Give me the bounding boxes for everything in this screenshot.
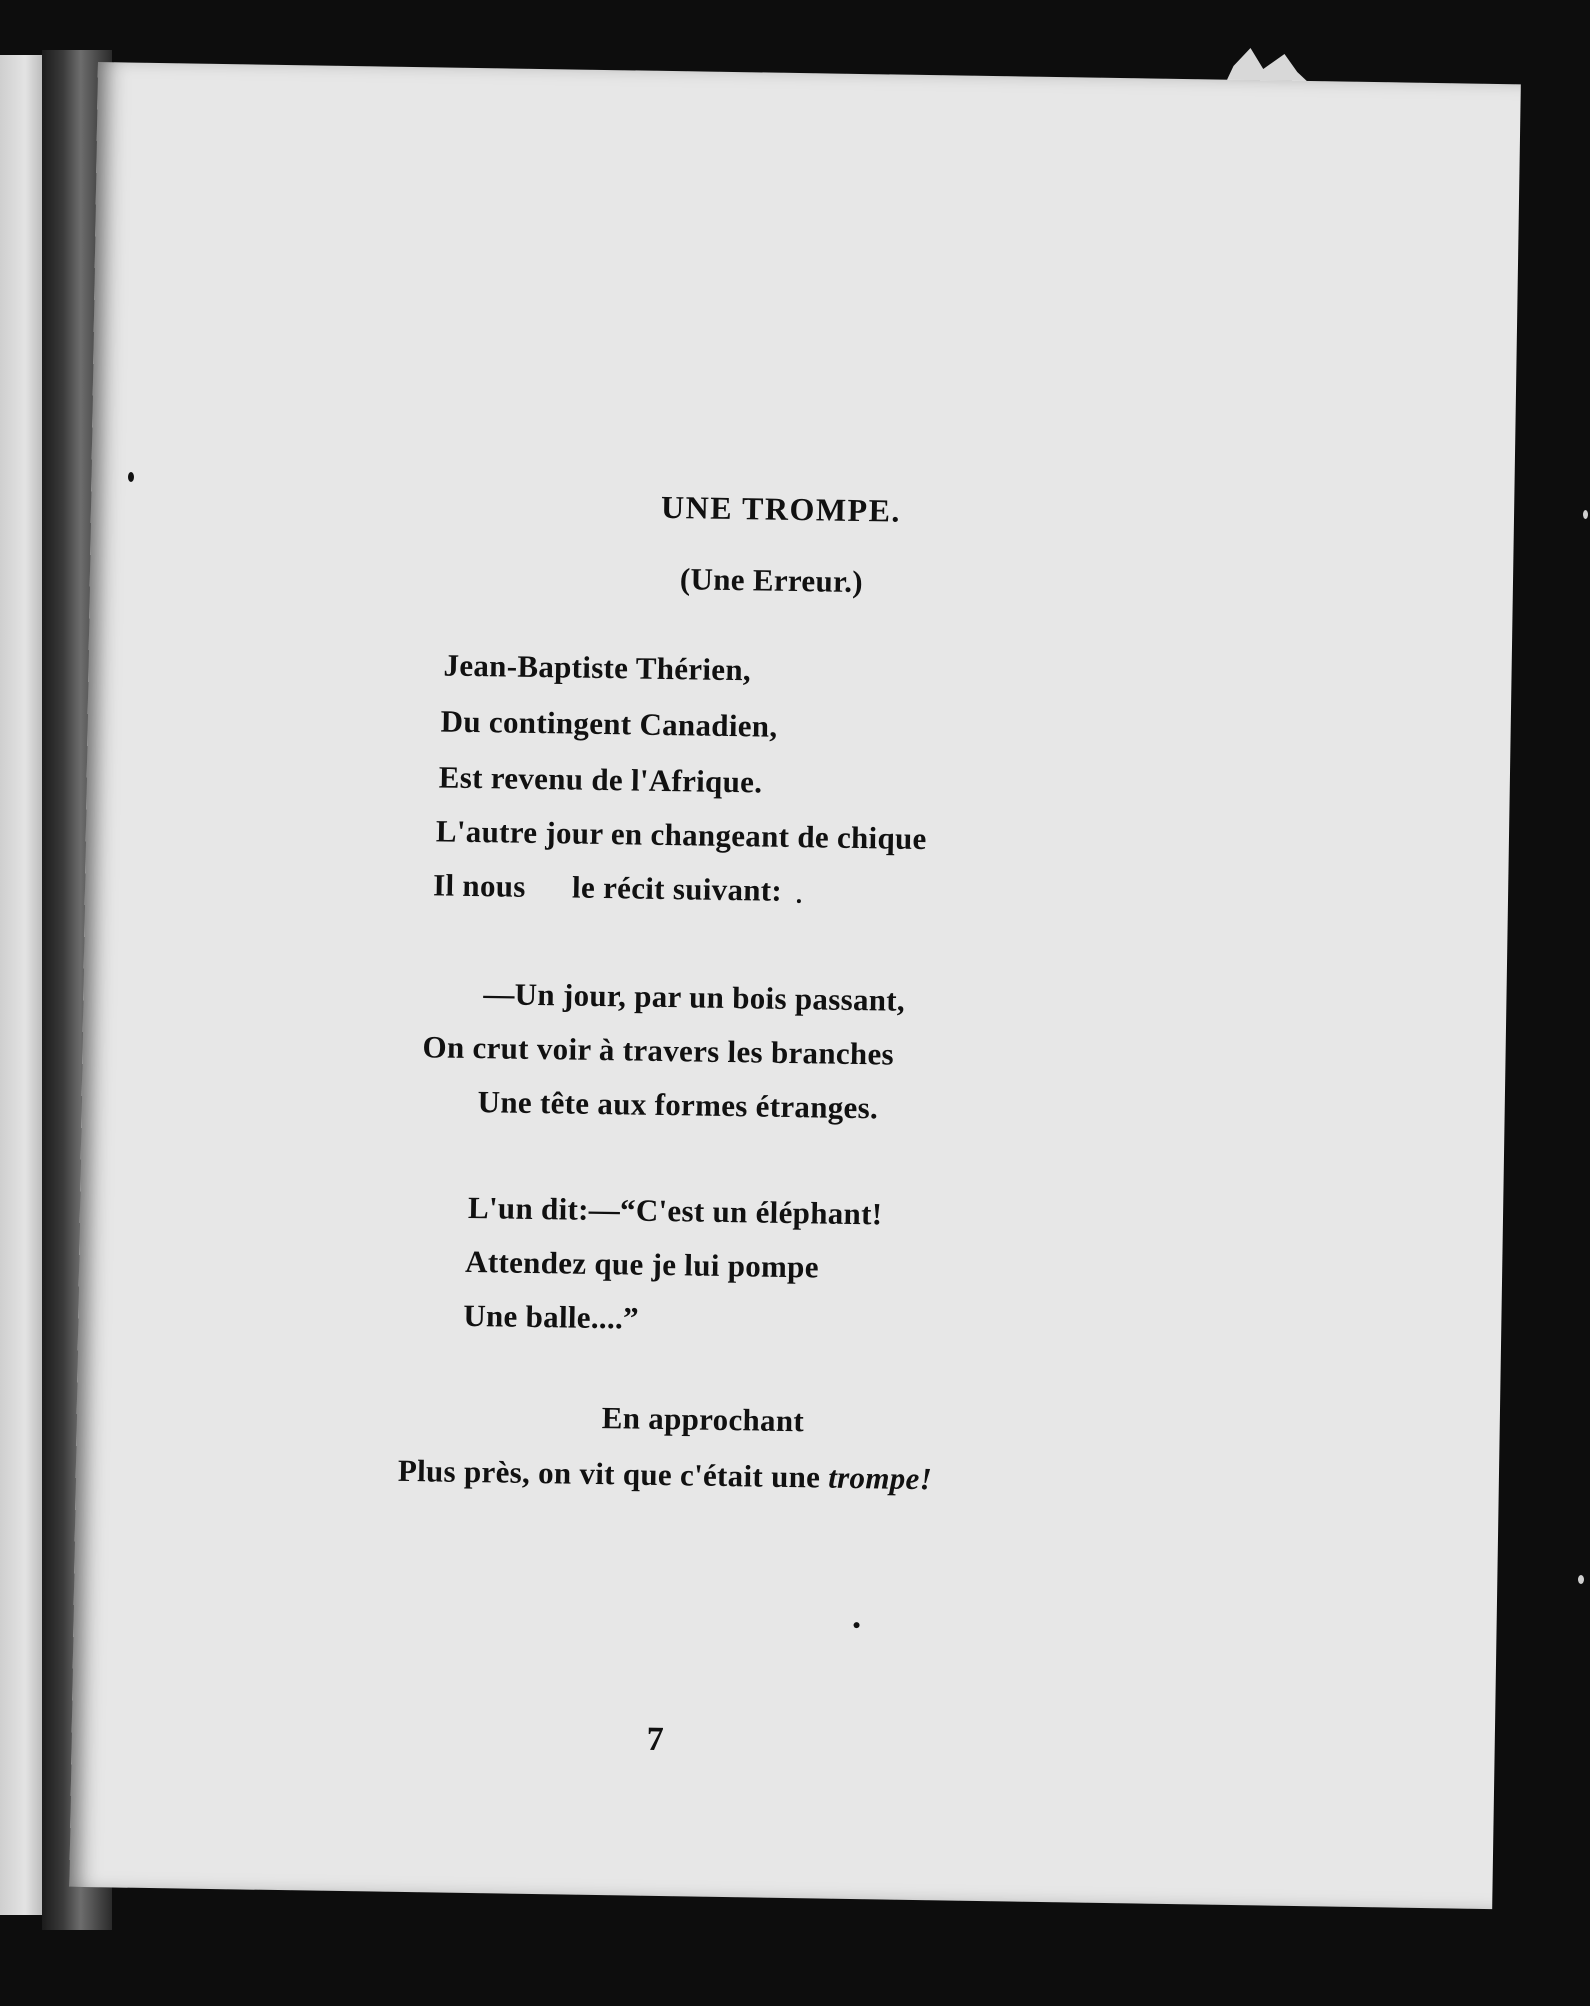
page-number: 7 [646, 1720, 665, 1759]
verse-line: —Un jour, par un bois passant, [483, 976, 906, 1018]
poem-title: UNE TROMPE. [660, 488, 902, 529]
italic-word: trompe! [828, 1459, 933, 1497]
dust-speck [1583, 510, 1588, 519]
dust-speck [1578, 1575, 1584, 1584]
verse-line: Il nous [432, 867, 526, 904]
poem-subtitle: (Une Erreur.) [679, 561, 864, 600]
verse-line: Une tête aux formes étranges. [477, 1084, 879, 1126]
verse-line [398, 1453, 933, 1497]
verse-line: Attendez que je lui pompe [464, 1243, 820, 1285]
previous-page-edge [0, 55, 42, 1915]
book-page [69, 62, 1520, 1909]
dust-speck [853, 1622, 859, 1628]
verse-line: Du contingent Canadien, [440, 703, 778, 744]
verse-line: L'autre jour en changeant de chique [435, 813, 927, 857]
verse-line: Jean-Baptiste Thérien, [443, 647, 752, 688]
verse-line: L'un dit:—“C'est un éléphant! [467, 1189, 883, 1232]
verse-line: Une balle....” [463, 1297, 640, 1336]
dust-speck [797, 899, 801, 903]
dust-speck [128, 472, 134, 482]
verse-line: Est revenu de l'Afrique. [438, 759, 763, 800]
verse-line: En approchant [601, 1400, 805, 1439]
verse-text: Plus près, on vit que c'était une [397, 1452, 829, 1495]
verse-line: On crut voir à travers les branches [422, 1029, 895, 1072]
verse-line: le récit suivant: [571, 869, 783, 908]
